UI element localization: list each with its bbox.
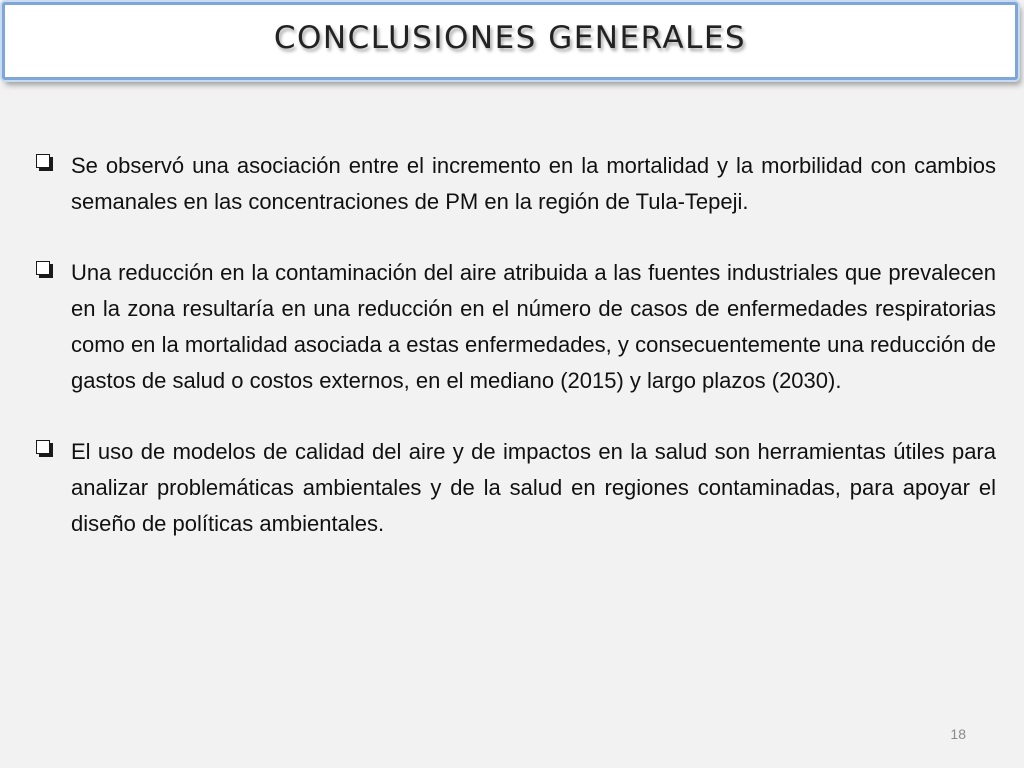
page-number: 18 [950, 726, 966, 742]
bullet-text: El uso de modelos de calidad del aire y de impactos en la salud son herramientas útiles para analizar problemáticas ambientales y de la salud en regiones contaminadas, para apoyar el diseño de políticas ambientales. [71, 439, 996, 536]
bullet-list [36, 148, 996, 577]
bullet-item [36, 255, 996, 399]
title-banner [2, 2, 1018, 80]
bullet-item [36, 148, 996, 220]
checkbox-icon [36, 261, 50, 275]
slide-title: CONCLUSIONES GENERALES [273, 20, 747, 56]
bullet-text: Una reducción en la contaminación del aire atribuida a las fuentes industriales que prevalecen en la zona resultaría en una reducción en el número de casos de enfermedades respiratorias como en la mortalidad asociada a estas enfermedades, y consecuentemente una reducción de gastos de salud o costos externos, en el mediano (2015) y largo plazos (2030). [71, 260, 996, 393]
checkbox-icon [36, 154, 50, 168]
bullet-text: Se observó una asociación entre el incremento en la mortalidad y la morbilidad con cambios semanales en las concentraciones de PM en la región de Tula-Tepeji. [71, 153, 996, 214]
bullet-item [36, 434, 996, 542]
checkbox-icon [36, 440, 50, 454]
